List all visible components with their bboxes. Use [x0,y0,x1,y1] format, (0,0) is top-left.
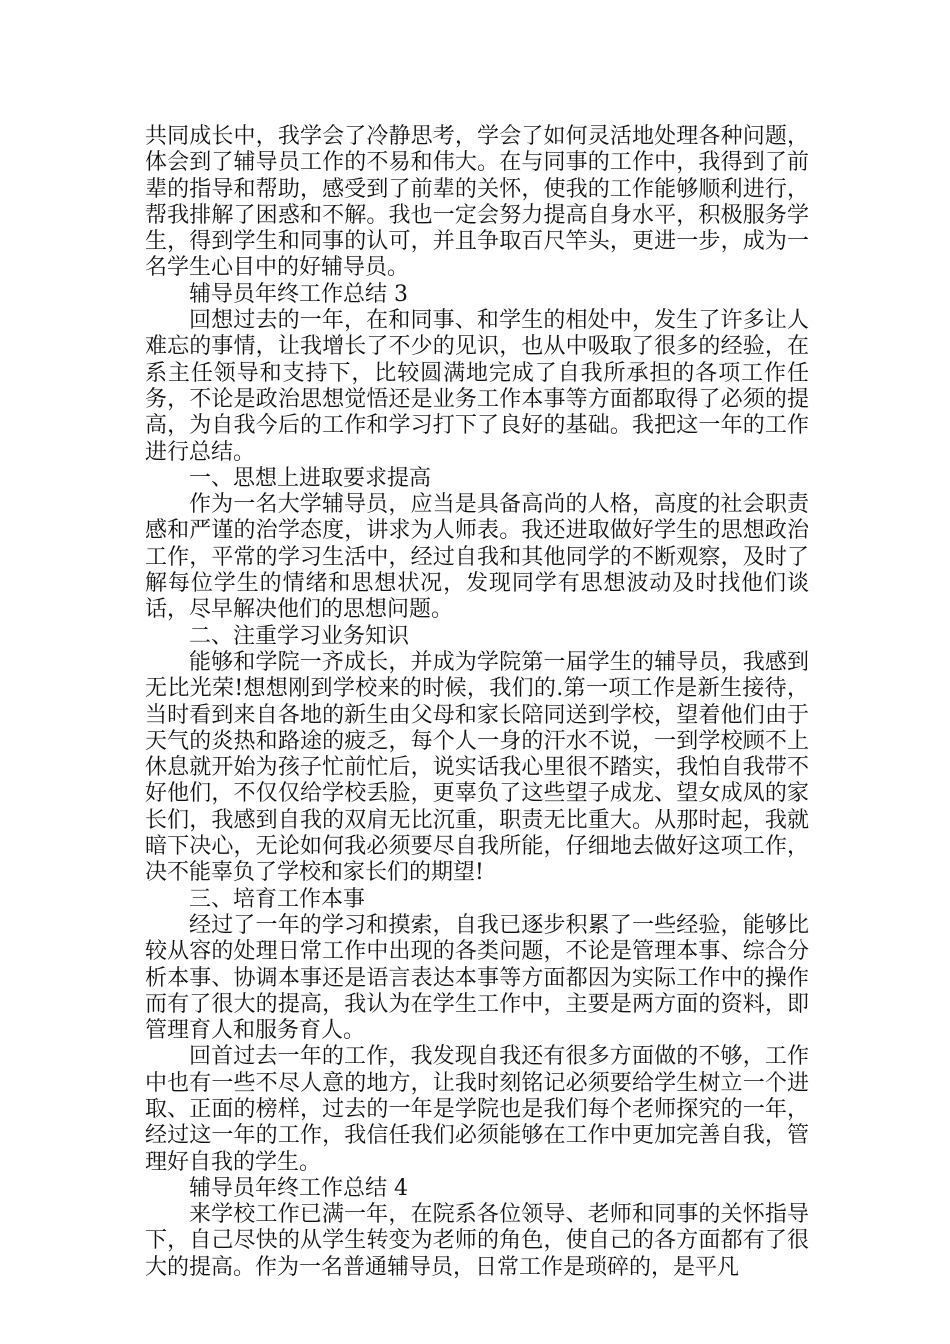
paragraph-continuation: 共同成长中，我学会了冷静思考，学会了如何灵活地处理各种问题，体会到了辅导员工作的不易和伟大。在与同事的工作中，我得到了前辈的指导和帮助，感受到了前辈的关怀，使我的工作能够顺利进行，帮我排解了困惑和不解。我也一定会努力提高自身水平，积极服务学生，得到学生和同事的认可，并且争取百尺竿头，更进一步，成为一名学生心目中的好辅导员。 [145,124,809,281]
section-heading-summary-4: 辅导员年终工作总结 4 [189,1175,408,1201]
paragraph-thinking: 作为一名大学辅导员，应当是具备高尚的人格，高度的社会职责感和严谨的治学态度，讲求为人师表。我还进取做好学生的思想政治工作，平常的学习生活中，经过自我和其他同学的不断观察，及时了解每位学生的情绪和思想状况，发现同学有思想波动及时找他们谈话，尽早解决他们的思想问题。 [145,492,809,623]
subheading-thinking: 一、思想上进取要求提高 [189,465,432,491]
subheading-learning: 二、注重学习业务知识 [189,623,410,649]
paragraph-learning: 能够和学院一齐成长，并成为学院第一届学生的辅导员，我感到无比光荣!想想刚到学校来的时候，我们的.第一项工作是新生接待，当时看到来自各地的新生由父母和家长陪同送到学校，望着他们由于天气的炎热和路途的疲乏，每个人一身的汗水不说，一到学校顾不上休息就开始为孩子忙前忙后，说实话我心里很不踏实，我怕自我带不好他们，不仅仅给学校丢脸，更辜负了这些望子成龙、望女成凤的家长们，我感到自我的双肩无比沉重，职责无比重大。从那时起，我就暗下决心，无论如何我必须要尽自我所能，仔细地去做好这项工作，决不能辜负了学校和家长们的期望! [145,649,809,886]
document-page [145,124,809,1281]
paragraph-intro-4: 来学校工作已满一年，在院系各位领导、老师和同事的关怀指导下，自己尽快的从学生转变为老师的角色，使自己的各方面都有了很大的提高。作为一名普通辅导员，日常工作是琐碎的，是平凡 [145,1202,809,1280]
paragraph-reflection: 回首过去一年的工作，我发现自我还有很多方面做的不够，工作中也有一些不尽人意的地方，让我时刻铭记必须要给学生树立一个进取、正面的榜样，过去的一年是学院也是我们每个老师探究的一年，经过这一年的工作，我信任我们必须能够在工作中更加完善自我，管理好自我的学生。 [145,1044,809,1175]
paragraph-intro-3: 回想过去的一年，在和同事、和学生的相处中，发生了许多让人难忘的事情，让我增长了不少的见识，也从中吸取了很多的经验，在系主任领导和支持下，比较圆满地完成了自我所承担的各项工作任务，不论是政治思想觉悟还是业务工作本事等方面都取得了必须的提高，为自我今后的工作和学习打下了良好的基础。我把这一年的工作进行总结。 [145,308,809,465]
subheading-ability: 三、培育工作本事 [189,886,366,912]
section-heading-summary-3: 辅导员年终工作总结 3 [189,281,408,307]
paragraph-ability: 经过了一年的学习和摸索，自我已逐步积累了一些经验，能够比较从容的处理日常工作中出现的各类问题，不论是管理本事、综合分析本事、协调本事还是语言表达本事等方面都因为实际工作中的操作而有了很大的提高，我认为在学生工作中，主要是两方面的资料，即管理育人和服务育人。 [145,912,809,1044]
